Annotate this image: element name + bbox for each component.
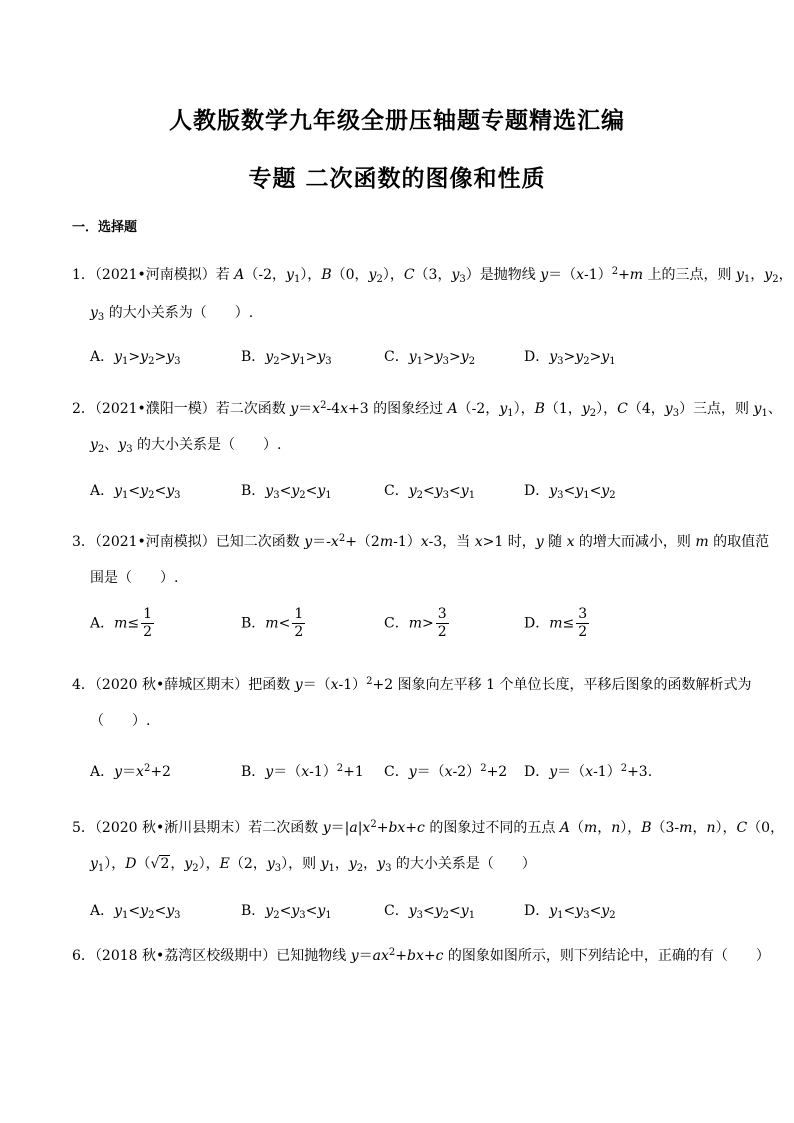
sqrt-radicand: 2 (160, 856, 170, 872)
question-1-line-2: $y_3$ 的大小关系为（ ）. (90, 305, 254, 323)
q5-line-2-part-a: $y_1$），D（ (90, 856, 151, 874)
q2-option-d[interactable]: D．$y_3<y_1<y_2$ (524, 483, 616, 501)
q5-line-2-part-b: ，$y_2$），E（2，$y_3$），则 $y_1$，$y_2$，$y_3$ 的大小关系是（ ） (170, 856, 536, 874)
q3-option-b[interactable]: B．m< $\frac{1}{2}$ (241, 606, 304, 640)
q1-option-a[interactable]: A．$y_1>y_2>y_3$ (90, 349, 181, 367)
question-6-line-1: 6．（2018 秋•荔湾区校级期中）已知抛物线 $y=ax^2+bx+c$ 的图象如图所示，则下列结论中，正确的有（ ） (72, 947, 770, 964)
question-3-line-1: 3．（2021•河南模拟）已知二次函数 $y=-x^2+(2m-1)x-3$，当 x>1 时，y 随 x 的增大而减小，则 m 的取值范 (72, 533, 770, 550)
question-4-line-2: （ ）. (90, 713, 151, 729)
q1-option-d[interactable]: D．$y_3>y_2>y_1$ (524, 349, 616, 367)
question-1-line-1: 1．（2021•河南模拟）若 A（-2，$y_1$），B（0，$y_2$），C（3，$y_3$）是抛物线 $y=(x-1)^2+m$ 上的三点，则 $y_1$，$y_2$， (72, 266, 793, 285)
q1-option-c[interactable]: C．$y_1>y_3>y_2$ (384, 349, 476, 367)
question-3-line-2: 围是（ ）. (90, 570, 179, 586)
q4-option-a[interactable]: A．$y=x^2+2$ (90, 763, 171, 780)
document-subtitle: 专题 二次函数的图像和性质 (248, 166, 546, 192)
q4-option-b[interactable]: B．$y=(x-1)^2+1$ (241, 763, 364, 780)
q5-option-a[interactable]: A．$y_1<y_2<y_3$ (90, 903, 181, 921)
q2-option-c[interactable]: C．$y_2<y_3<y_1$ (384, 483, 476, 501)
q2-option-b[interactable]: B．$y_3<y_2<y_1$ (241, 483, 332, 501)
q4-option-c[interactable]: C．$y=(x-2)^2+2$ (384, 763, 508, 780)
fraction: $\frac{3}{2}$ (437, 606, 447, 640)
q5-option-d[interactable]: D．$y_1<y_3<y_2$ (524, 903, 616, 921)
q5-option-c[interactable]: C．$y_3<y_2<y_1$ (384, 903, 476, 921)
question-2-line-1: 2．（2021•濮阳一模）若二次函数 $y=x^2-4x+3$ 的图象经过 A（-2，$y_1$），B（1，$y_2$），C（4，$y_3$）三点，则 $y_1$、 (72, 400, 782, 419)
q3-option-d[interactable]: D．m≤ $\frac{3}{2}$ (524, 606, 588, 640)
question-5-line-1: 5．（2020 秋•淅川县期末）若二次函数 $y=|a|x^2+bx+c$ 的图象过不同的五点 A（m，n），B（3-m，n），C（0， (72, 819, 785, 836)
question-5-line-2 (90, 853, 755, 874)
q3-option-a[interactable]: A．m≤ $\frac{1}{2}$ (90, 606, 153, 640)
fraction: $\frac{1}{2}$ (143, 606, 153, 640)
sqrt-expression: √2 (150, 856, 170, 872)
q5-option-b[interactable]: B．$y_2<y_3<y_1$ (241, 903, 332, 921)
document-title: 人教版数学九年级全册压轴题专题精选汇编 (169, 108, 625, 134)
q4-option-d[interactable]: D．$y=(x-1)^2+3$. (524, 763, 653, 780)
fraction: $\frac{1}{2}$ (294, 606, 304, 640)
question-4-line-1: 4．（2020 秋•薛城区期末）把函数 $y=(x-1)^2+2$ 图象向左平移 1 个单位长度，平移后图象的函数解析式为 (72, 676, 752, 693)
q3-option-c[interactable]: C．m> $\frac{3}{2}$ (384, 606, 447, 640)
q2-option-a[interactable]: A．$y_1<y_2<y_3$ (90, 483, 181, 501)
section-heading: 一．选择题 (72, 220, 138, 235)
q1-option-b[interactable]: B．$y_2>y_1>y_3$ (241, 349, 332, 367)
question-2-line-2: $y_2$、$y_3$ 的大小关系是（ ）. (90, 437, 282, 455)
fraction: $\frac{3}{2}$ (578, 606, 588, 640)
